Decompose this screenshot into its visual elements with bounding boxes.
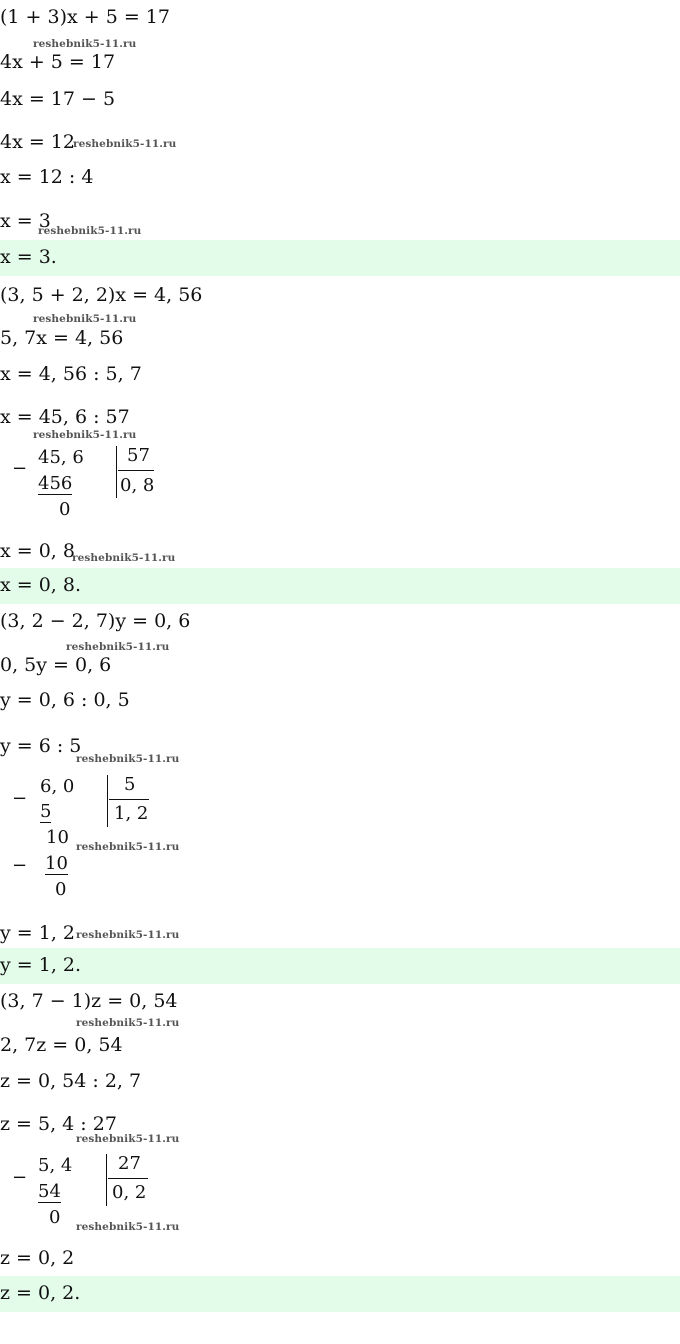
- remainder: 0: [55, 879, 67, 900]
- subtrahend: 10: [45, 853, 68, 874]
- quotient-line: [109, 799, 149, 800]
- answer-highlight: [0, 568, 680, 604]
- equation-line: y = 0, 6 : 0, 5: [0, 689, 130, 711]
- equation-line: 2, 7z = 0, 54: [0, 1034, 123, 1056]
- watermark: reshebnik5-11.ru: [33, 313, 137, 325]
- watermark: reshebnik5-11.ru: [66, 641, 170, 653]
- dividend: 6, 0: [40, 776, 75, 797]
- equation-line: z = 5, 4 : 27: [0, 1113, 117, 1135]
- answer-text: y = 1, 2.: [0, 954, 82, 976]
- equation-line: 4x + 5 = 17: [0, 51, 116, 73]
- equation-line: (3, 7 − 1)z = 0, 54: [0, 990, 178, 1012]
- watermark: reshebnik5-11.ru: [33, 38, 137, 50]
- watermark: reshebnik5-11.ru: [76, 841, 180, 853]
- quotient: 0, 2: [112, 1182, 147, 1203]
- equation-line: z = 0, 54 : 2, 7: [0, 1070, 142, 1092]
- equation-line: x = 12 : 4: [0, 166, 94, 188]
- answer-text: x = 3.: [0, 246, 57, 268]
- equation-line: y = 1, 2: [0, 922, 75, 944]
- quotient-line: [118, 470, 154, 471]
- equation-line: 0, 5y = 0, 6: [0, 654, 112, 676]
- equation-line: 4x = 12: [0, 131, 75, 153]
- watermark: reshebnik5-11.ru: [76, 1133, 180, 1145]
- equation-line: x = 3: [0, 210, 51, 232]
- watermark: reshebnik5-11.ru: [76, 1017, 180, 1029]
- division-bar: [107, 775, 108, 827]
- equation-line: x = 45, 6 : 57: [0, 406, 130, 428]
- remainder: 0: [49, 1207, 61, 1228]
- watermark: reshebnik5-11.ru: [76, 1221, 180, 1233]
- equation-line: (3, 5 + 2, 2)x = 4, 56: [0, 284, 203, 306]
- watermark: reshebnik5-11.ru: [73, 138, 177, 150]
- watermark: reshebnik5-11.ru: [76, 929, 180, 941]
- equation-line: x = 4, 56 : 5, 7: [0, 363, 142, 385]
- quotient: 1, 2: [114, 803, 149, 824]
- answer-text: x = 0, 8.: [0, 574, 82, 596]
- minus-sign: −: [12, 1167, 28, 1188]
- equation-line: 5, 7x = 4, 56: [0, 327, 124, 349]
- subtrahend: 54: [38, 1181, 61, 1202]
- dividend: 5, 4: [38, 1155, 73, 1176]
- watermark: reshebnik5-11.ru: [33, 429, 137, 441]
- equation-line: (3, 2 − 2, 7)y = 0, 6: [0, 610, 191, 632]
- minus-sign: −: [12, 458, 28, 479]
- answer-highlight: [0, 240, 680, 276]
- divisor: 5: [124, 774, 136, 795]
- quotient: 0, 8: [120, 475, 155, 496]
- division-bar: [106, 1154, 107, 1206]
- subtrahend: 456: [38, 473, 73, 494]
- watermark: reshebnik5-11.ru: [72, 552, 176, 564]
- answer-highlight: [0, 1276, 680, 1312]
- equation-line: (1 + 3)x + 5 = 17: [0, 6, 170, 28]
- equation-line: 4x = 17 − 5: [0, 88, 116, 110]
- watermark: reshebnik5-11.ru: [38, 225, 142, 237]
- divisor: 27: [118, 1153, 141, 1174]
- subtrahend: 5: [40, 801, 52, 822]
- answer-highlight: [0, 948, 680, 984]
- watermark: reshebnik5-11.ru: [76, 753, 180, 765]
- remainder: 10: [46, 827, 69, 848]
- division-bar: [116, 446, 117, 498]
- equation-line: y = 6 : 5: [0, 735, 82, 757]
- quotient-line: [108, 1178, 148, 1179]
- equation-line: x = 0, 8: [0, 540, 75, 562]
- equation-line: z = 0, 2: [0, 1247, 75, 1269]
- dividend: 45, 6: [38, 447, 84, 468]
- divisor: 57: [127, 445, 150, 466]
- answer-text: z = 0, 2.: [0, 1282, 81, 1304]
- minus-sign: −: [12, 788, 28, 809]
- remainder: 0: [59, 499, 71, 520]
- minus-sign: −: [12, 855, 28, 876]
